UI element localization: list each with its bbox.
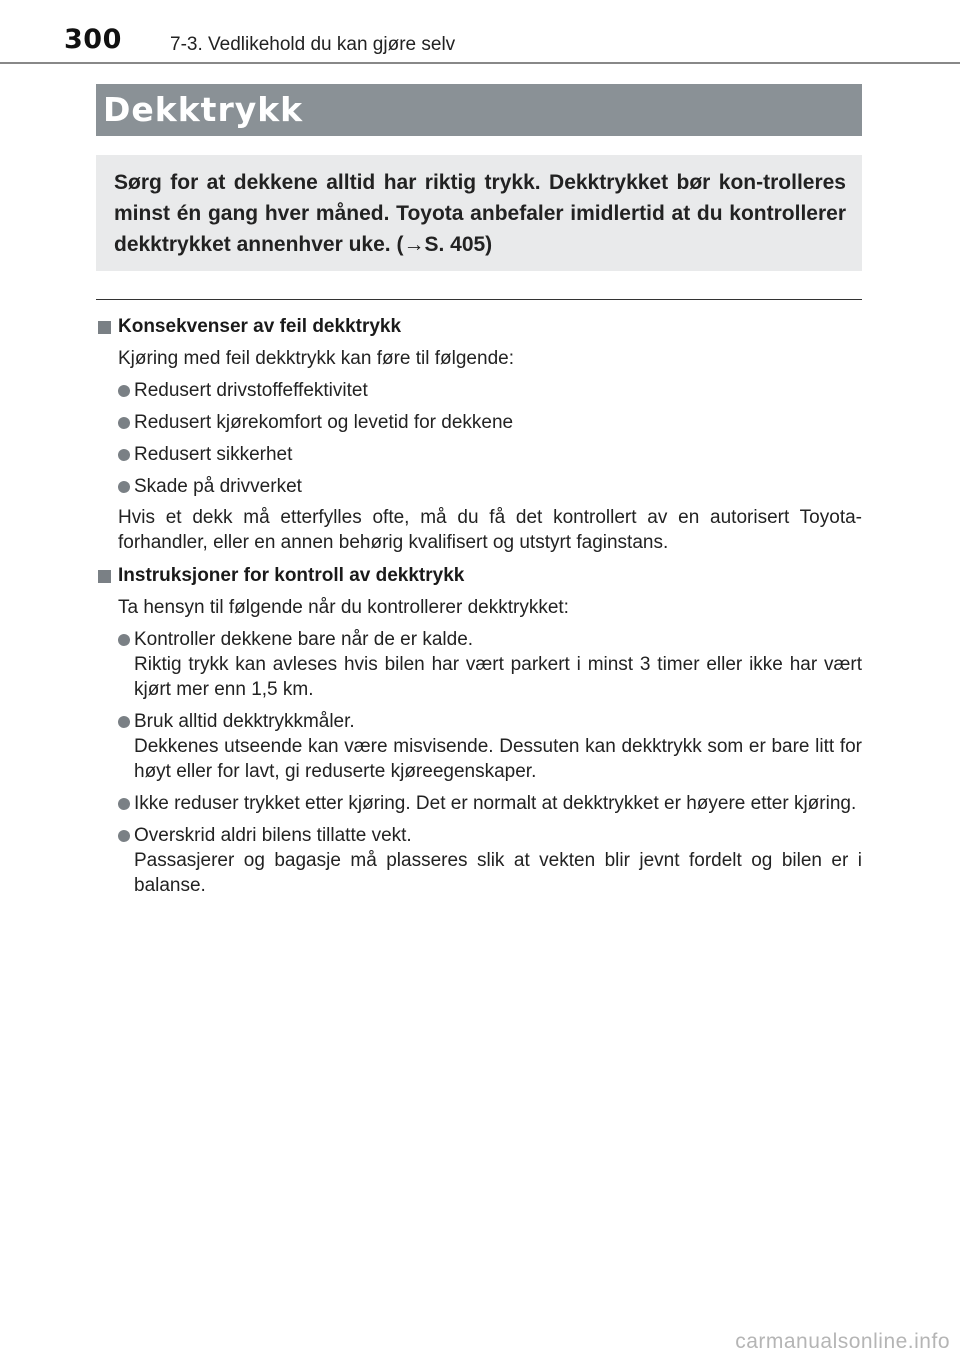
list-item-text: Skade på drivverket (134, 476, 302, 497)
list-item-body: Passasjerer og bagasje må plasseres slik at vekten blir jevnt fordelt og bilen er i balanse. (134, 850, 862, 896)
section-lead: Kjøring med feil dekktrykk kan føre til følgende: (118, 348, 514, 369)
intro-body: Sørg for at dekkene alltid har riktig trykk. Dekktrykket bør kon-trolleres minst én gang hver måned. Toyota anbefaler imidlertid at du kontrollerer dekktrykket annenhver uke. ( (114, 171, 846, 256)
intro-box (96, 155, 862, 271)
square-bullet-icon (98, 321, 111, 334)
list-item (96, 474, 862, 499)
round-bullet-icon (118, 449, 130, 461)
arrow-right-icon: → (403, 233, 425, 256)
list-item-title: Ikke reduser trykket etter kjøring. Det er normalt at dekktrykket er høyere etter kjøring. (134, 793, 857, 814)
round-bullet-icon (118, 417, 130, 429)
section-trailing-text: Hvis et dekk må etterfylles ofte, må du få det kontrollert av en autorisert Toyota-forhandler, eller en annen behørig kvalifisert og utstyrt faginstans. (118, 507, 862, 553)
list-item (96, 823, 862, 898)
list-item (96, 442, 862, 467)
list-item (96, 378, 862, 403)
list-item-body: Dekkenes utseende kan være misvisende. Dessuten kan dekktrykk som er bare litt for høyt eller for lavt, gi reduserte kjøreegenskaper. (134, 736, 862, 782)
watermark: carmanualsonline.info (735, 1330, 950, 1353)
round-bullet-icon (118, 716, 130, 728)
section-divider (96, 299, 862, 300)
list-item-title: Bruk alltid dekktrykkmåler. (134, 711, 355, 732)
round-bullet-icon (118, 481, 130, 493)
list-item-title: Overskrid aldri bilens tillatte vekt. (134, 825, 412, 846)
list-item (96, 791, 862, 816)
round-bullet-icon (118, 385, 130, 397)
list-item-text: Redusert kjørekomfort og levetid for dekkene (134, 412, 514, 433)
header-divider (0, 62, 960, 64)
chapter-title: 7-3. Vedlikehold du kan gjøre selv (170, 34, 456, 55)
page-header (0, 0, 960, 64)
list-item (96, 627, 862, 702)
page-title: Dekktrykk (103, 90, 304, 129)
list-item-body: Riktig trykk kan avleses hvis bilen har vært parkert i minst 3 timer eller ikke har vært kjørt mer enn 1,5 km. (134, 654, 862, 700)
section-heading (96, 563, 862, 589)
square-bullet-icon (98, 570, 111, 583)
list-item (96, 410, 862, 435)
round-bullet-icon (118, 830, 130, 842)
section-heading-text: Konsekvenser av feil dekktrykk (118, 316, 402, 337)
section-heading-text: Instruksjoner for kontroll av dekktrykk (118, 565, 465, 586)
section-title-bar (96, 84, 862, 136)
section-lead: Ta hensyn til følgende når du kontrollerer dekktrykket: (118, 597, 569, 618)
intro-page-reference[interactable]: S. 405) (424, 233, 493, 256)
section-heading (96, 314, 862, 340)
round-bullet-icon (118, 798, 130, 810)
intro-text (114, 167, 846, 260)
page-number: 300 (64, 24, 122, 55)
main-content (96, 310, 862, 898)
list-item-text: Redusert sikkerhet (134, 444, 293, 465)
list-item-title: Kontroller dekkene bare når de er kalde. (134, 629, 474, 650)
list-item-text: Redusert drivstoffeffektivitet (134, 380, 368, 401)
round-bullet-icon (118, 634, 130, 646)
list-item (96, 709, 862, 784)
